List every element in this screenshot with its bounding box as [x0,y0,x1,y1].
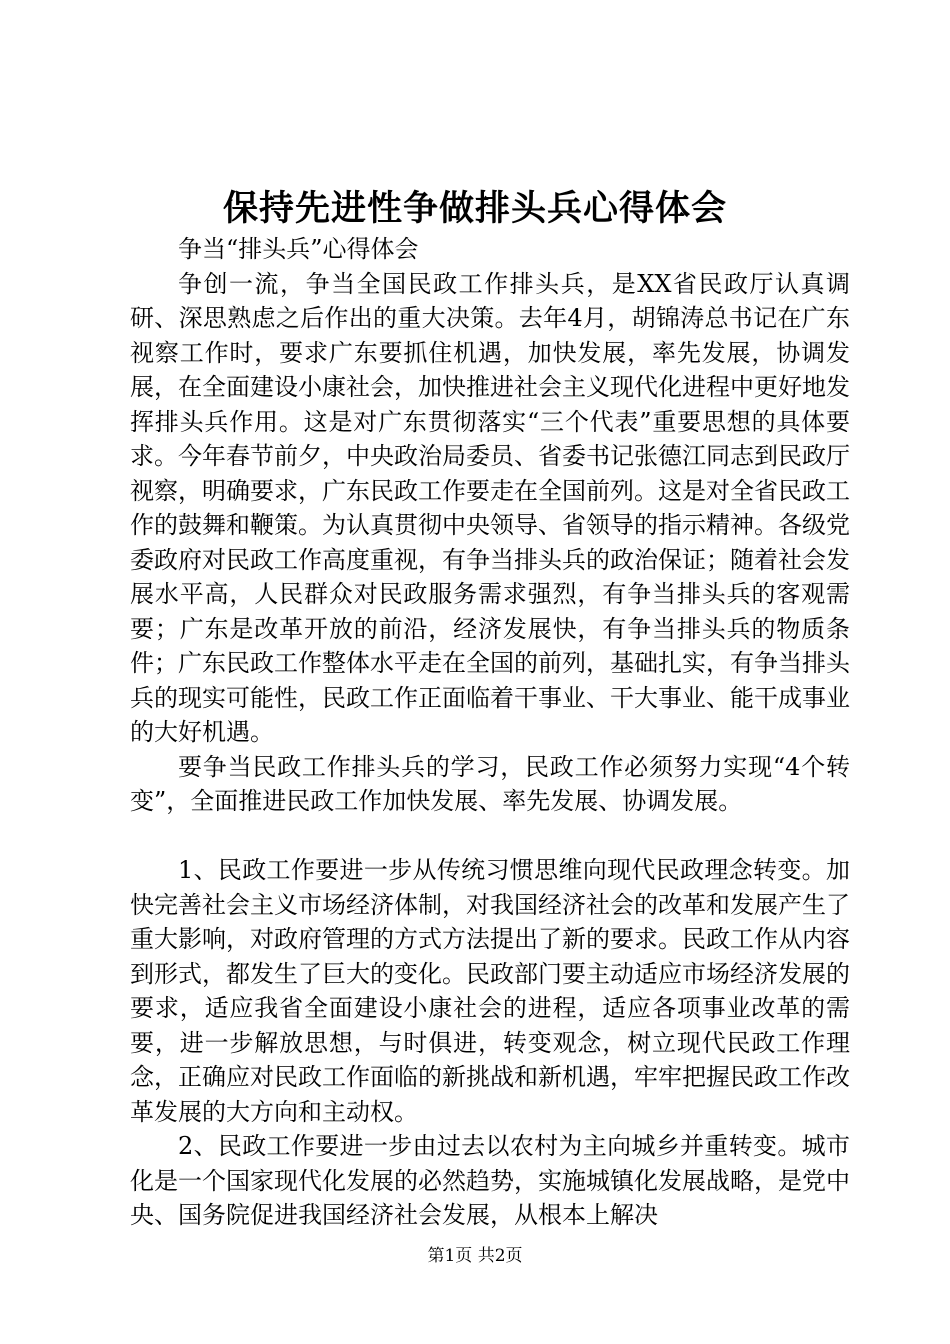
paragraph-subtitle: 争当“排头兵”心得体会 [178,235,419,263]
paragraph-intro: 争创一流，争当全国民政工作排头兵，是XX省民政厅认真调研、深思熟虑之后作出的重大决策。去年4月，胡锦涛总书记在广东视察工作时，要求广东要抓住机遇，加快发展，率先发展，协调发展，在全面建设小康社会，加快推进社会主义现代化进程中更好地发挥排头兵作用。这是对广东贯彻落实“三个代表”重要思想的具体要求。今年春节前夕，中央政治局委员、省委书记张德江同志到民政厅视察，明确要求，广东民政工作要走在全国前列。这是对全省民政工作的鼓舞和鞭策。为认真贯彻中央领导、省领导的指示精神。各级党委政府对民政工作高度重视，有争当排头兵的政治保证；随着社会发展水平高，人民群众对民政服务需求强烈，有争当排头兵的客观需要；广东是改革开放的前沿，经济发展快，有争当排头兵的物质条件；广东民政工作整体水平走在全国的前列，基础扎实，有争当排头兵的现实可能性，民政工作正面临着干事业、干大事业、能干成事业的大好机遇。 [130,269,850,746]
paragraph-point-2: 2、民政工作要进一步由过去以农村为主向城乡并重转变。城市化是一个国家现代化发展的必然趋势，实施城镇化发展战略，是党中央、国务院促进我国经济社会发展，从根本上解决 [130,1132,850,1229]
paragraph-four-changes: 要争当民政工作排头兵的学习，民政工作必须努力实现“4个转变”，全面推进民政工作加快发展、率先发展、协调发展。 [130,752,850,815]
document-title: 保持先进性争做排头兵心得体会 [222,188,727,229]
paragraph-point-1: 1、民政工作要进一步从传统习惯思维向现代民政理念转变。加快完善社会主义市场经济体制，对我国经济社会的改革和发展产生了重大影响，对政府管理的方式方法提出了新的要求。民政工作从内容到形式，都发生了巨大的变化。民政部门要主动适应市场经济发展的要求，适应我省全面建设小康社会的进程，适应各项事业改革的需要，进一步解放思想，与时俱进，转变观念，树立现代民政工作理念，正确应对民政工作面临的新挑战和新机遇，牢牢把握民政工作改革发展的大方向和主动权。 [130,856,850,1126]
page-number-footer: 第1页 共2页 [427,1246,523,1266]
document-body [130,232,850,1233]
